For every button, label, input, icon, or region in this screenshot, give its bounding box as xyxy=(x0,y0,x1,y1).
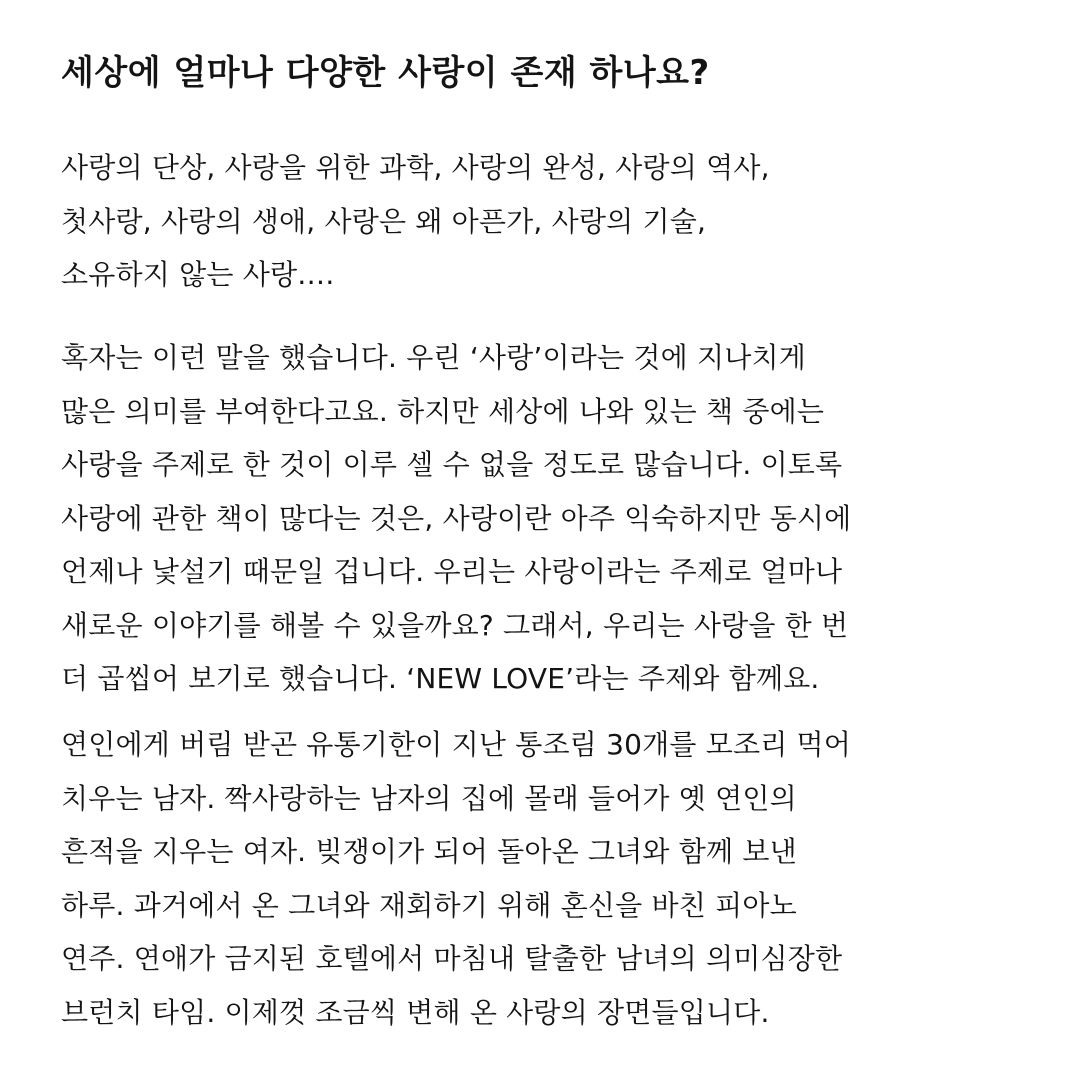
text-line: 브런치 타임. 이제껏 조금씩 변해 온 사랑의 장면들입니다. xyxy=(61,995,770,1029)
text-line: 연인에게 버림 받곤 유통기한이 지난 통조림 30개를 모조리 먹어 xyxy=(61,728,852,761)
paragraph-new-love-intro xyxy=(61,331,1051,706)
text-line: 치우는 남자. 짝사랑하는 남자의 집에 몰래 들어가 옛 연인의 xyxy=(61,781,797,815)
text-line: 언제나 낯설기 때문일 겁니다. 우리는 사랑이라는 주제로 얼마나 xyxy=(61,555,843,588)
text-line: 첫사랑, 사랑의 생애, 사랑은 왜 아픈가, 사랑의 기술, xyxy=(61,204,707,238)
paragraph-love-scenes xyxy=(61,718,1051,1039)
paragraph-love-books xyxy=(61,141,1051,302)
text-line: 하루. 과거에서 온 그녀와 재회하기 위해 혼신을 바친 피아노 xyxy=(61,888,797,922)
text-line: 새로운 이야기를 해볼 수 있을까요? 그래서, 우리는 사랑을 한 번 xyxy=(61,608,849,642)
text-line: 연주. 연애가 금지된 호텔에서 마침내 탈출한 남녀의 의미심장한 xyxy=(61,942,843,975)
text-line: 더 곱씹어 보기로 했습니다. ‘NEW LOVE’라는 주제와 함께요. xyxy=(61,662,820,695)
text-line: 혹자는 이런 말을 했습니다. 우린 ‘사랑’이라는 것에 지나치게 xyxy=(61,341,806,374)
text-line: 소유하지 않는 사랑…. xyxy=(61,258,335,291)
text-line: 많은 의미를 부여한다고요. 하지만 세상에 나와 있는 책 중에는 xyxy=(61,394,825,428)
text-line: 흔적을 지우는 여자. 빚쟁이가 되어 돌아온 그녀와 함께 보낸 xyxy=(61,835,797,868)
page-title: 세상에 얼마나 다양한 사랑이 존재 하나요? xyxy=(61,53,710,93)
text-line: 사랑의 단상, 사랑을 위한 과학, 사랑의 완성, 사랑의 역사, xyxy=(61,151,770,184)
text-line: 사랑을 주제로 한 것이 이루 셀 수 없을 정도로 많습니다. 이토록 xyxy=(61,448,843,481)
text-line: 사랑에 관한 책이 많다는 것은, 사랑이란 아주 익숙하지만 동시에 xyxy=(61,501,852,535)
